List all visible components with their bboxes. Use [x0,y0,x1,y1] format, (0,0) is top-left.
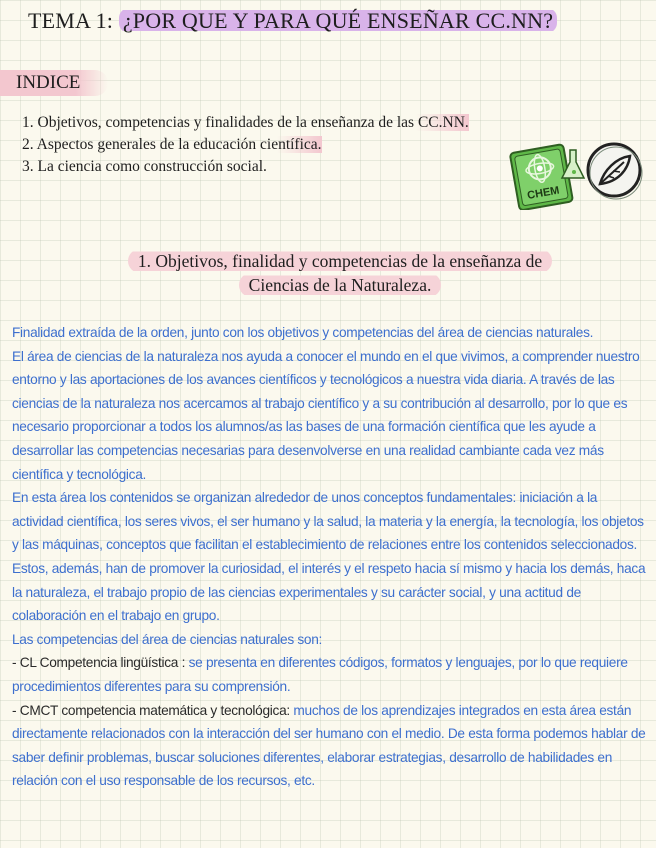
competence-text: muchos de los aprendizajes integrados en esta área están directamente relacionados con la interacción del ser humano con el medio. De esta forma podemos hablar de saber definir problemas, buscar soluciones diferentes, elaborar estrategias, desarrollo de habilidades en relación con el uso responsable de los recursos, etc. [12,702,646,789]
body-text [12,321,648,793]
index-heading: INDICE [0,70,108,96]
paragraph: El área de ciencias de la naturaleza nos ayuda a conocer el mundo en el que vivimos, a comprender nuestro entorno y las aportaciones de los avances científicos y tecnológicos a nuestra vida diaria. A través de las ciencias de la naturaleza nos acercamos al trabajo científico y a su contribución al desarrollo, por lo que es necesario proporcionar a todos los alumnos/as las bases de una formación científica que les ayude a desarrollar las competencias necesarias para desenvolverse en una realidad cambiante cada vez más científica y tecnológica. [12,348,640,482]
index-item: 3. La ciencia como construcción social. [22,158,267,175]
title-prefix: TEMA 1: [28,8,119,33]
index-list [22,112,469,178]
title-highlight: ¿POR QUE Y PARA QUÉ ENSEÑAR CC.NN? [119,8,557,33]
index-heading-wrap [0,70,108,96]
competence-label: - CL Competencia lingüística : [12,655,186,671]
section-title-line-2: Ciencias de la Naturaleza. [239,273,442,297]
stickers [508,140,648,210]
page-title [28,8,557,34]
leaf-circle-icon [588,144,642,199]
index-item: 2. Aspectos generales de la educación científica. [22,136,322,153]
paragraph: Las competencias del área de ciencias naturales son: [12,631,323,647]
index-item: 1. Objetivos, competencias y finalidades de la enseñanza de las CC.NN. [22,114,469,131]
section-title-line-1: 1. Objetivos, finalidad y competencias de la enseñanza de [128,249,552,273]
chemistry-book-icon [508,140,648,210]
competence-item [12,699,648,793]
competence-text: se presenta en diferentes códigos, formatos y lenguajes, por lo que requiere procedimientos diferentes para su comprensión. [12,655,628,694]
paragraph: En esta área los contenidos se organizan alrededor de unos conceptos fundamentales: iniciación a la actividad científica, los seres vivos, el ser humano y la salud, la materia y la energía, la tecnología, los objetos y las máquinas, conceptos que facilitan el establecimiento de relaciones entre los contenidos seleccionados. Estos, además, han de promover la curiosidad, el interés y el respeto hacia sí mismo y hacia los demás, haca la naturaleza, el trabajo propio de las ciencias experimentales y su carácter social, y una actitud de colaboración en el trabajo en grupo. [12,490,646,624]
section-title [40,249,640,297]
paragraph: Finalidad extraída de la orden, junto con los objetivos y competencias del área de ciencias naturales. [12,325,594,340]
competence-item [12,651,648,698]
svg-text:CHEM: CHEM [526,184,561,202]
competence-label: - CMCT competencia matemática y tecnológica: [12,702,290,718]
